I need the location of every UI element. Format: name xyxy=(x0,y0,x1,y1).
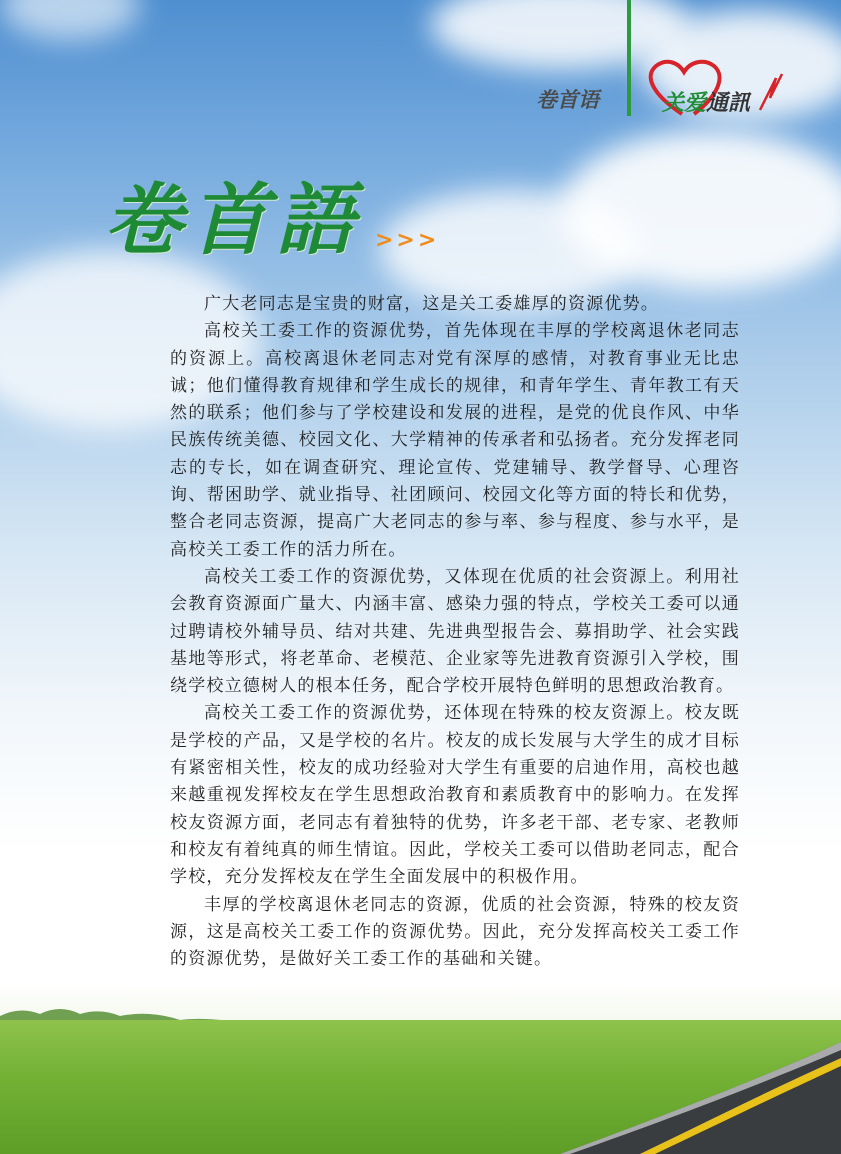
paragraph: 高校关工委工作的资源优势，首先体现在丰厚的学校离退休老同志的资源上。高校离退休老同志对党有深厚的感情，对教育事业无比忠诚；他们懂得教育规律和学生成长的规律，和青年学生、青年教工有天然的联系；他们参与了学校建设和发展的进程，是党的优良作风、中华民族传统美德、校园文化、大学精神的传承者和弘扬者。充分发挥老同志的专长，如在调查研究、理论宣传、党建辅导、教学督导、心理咨询、帮困助学、就业指导、社团顾问、校园文化等方面的特长和优势，整合老同志资源，提高广大老同志的参与率、参与程度、参与水平，是高校关工委工作的活力所在。 xyxy=(170,321,740,560)
section-label: 卷首语 xyxy=(536,87,599,112)
paragraph: 高校关工委工作的资源优势，又体现在优质的社会资源上。利用社会教育资源面广量大、内涵丰富、感染力强的特点，学校关工委可以通过聘请校外辅导员、结对共建、先进典型报告会、募捐助学、社会实践基地等形式，将老革命、老模范、企业家等先进教育资源引入学校，围绕学校立德树人的根本任务，配合学校开展特色鲜明的思想政治教育。 xyxy=(170,566,740,697)
logo-text-part2: 通訊 xyxy=(706,91,751,116)
paragraph: 广大老同志是宝贵的财富，这是关工委雄厚的资源优势。 xyxy=(204,294,659,314)
paragraph: 丰厚的学校离退休老同志的资源，优质的社会资源，特殊的校友资源，这是高校关工委工作的资源优势。因此，充分发挥高校关工委工作的资源优势，是做好关工委工作的基础和关键。 xyxy=(170,894,740,970)
page-title: 卷首語 xyxy=(104,175,363,266)
title-arrows: >>> xyxy=(375,228,440,253)
paragraph: 高校关工委工作的资源优势，还体现在特殊的校友资源上。校友既是学校的产品，又是学校的名片。校友的成长发展与大学生的成才目标有紧密相关性，校友的成功经验对大学生有重要的启迪作用，高校也越来越重视发挥校友在学生思想政治教育和素质教育中的影响力。在发挥校友资源方面，老同志有着独特的优势，许多老干部、老专家、老教师和校友有着纯真的师生情谊。因此，学校关工委可以借助老同志，配合学校，充分发挥校友在学生全面发展中的积极作用。 xyxy=(170,703,740,888)
logo-text-part1: 关爱 xyxy=(662,91,707,116)
